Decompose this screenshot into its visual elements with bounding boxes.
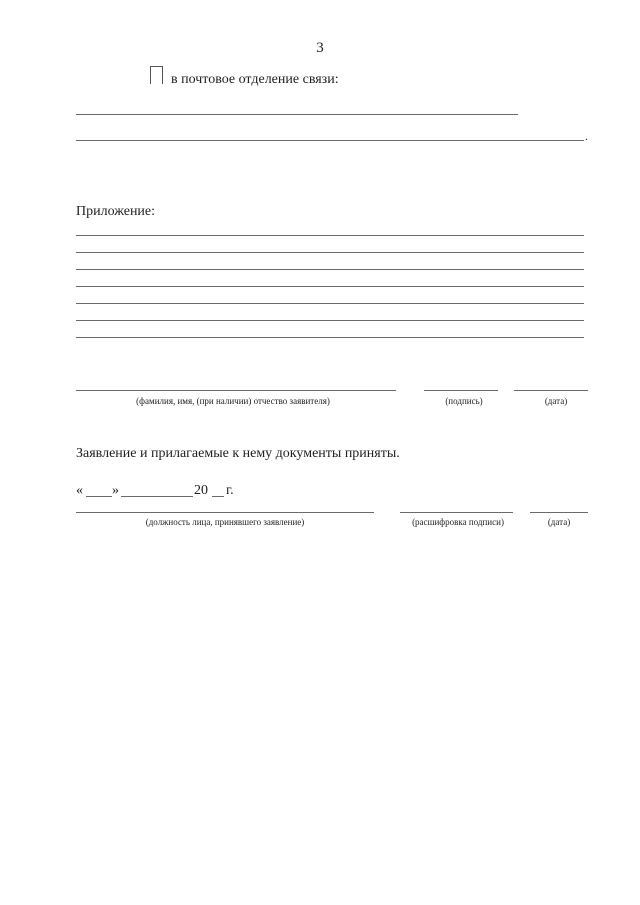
acceptance-open-quote: « (76, 483, 83, 498)
acceptance-year-prefix: 20 (194, 483, 208, 498)
postal-office-checkbox[interactable] (150, 66, 163, 84)
acceptance-month-line[interactable] (121, 496, 193, 497)
acceptance-year-suffix: г. (226, 483, 234, 498)
line-end-period: . (585, 129, 588, 143)
postal-address-line-2[interactable] (76, 140, 584, 141)
page-number: 3 (316, 40, 324, 56)
applicant-signature-line[interactable] (424, 390, 498, 391)
appendix-line[interactable] (76, 320, 584, 321)
appendix-line[interactable] (76, 286, 584, 287)
acceptance-day-line[interactable] (86, 496, 112, 497)
official-position-line[interactable] (76, 512, 374, 513)
acceptance-statement: Заявление и прилагаемые к нему документы приняты. (76, 446, 400, 461)
appendix-line[interactable] (76, 337, 584, 338)
acceptance-close-quote: » (112, 483, 119, 498)
appendix-label: Приложение: (76, 204, 156, 219)
postal-office-label: в почтовое отделение связи: (171, 72, 339, 87)
acceptance-date-line[interactable] (530, 512, 588, 513)
official-position-caption: (должность лица, принявшего заявление) (145, 517, 305, 527)
acceptance-year-line[interactable] (212, 496, 224, 497)
applicant-name-line[interactable] (76, 390, 396, 391)
appendix-line[interactable] (76, 269, 584, 270)
appendix-line[interactable] (76, 235, 584, 236)
appendix-line[interactable] (76, 252, 584, 253)
applicant-signature-caption: (подпись) (445, 396, 483, 406)
acceptance-date-caption: (дата) (547, 517, 571, 527)
postal-address-line-1[interactable] (76, 114, 518, 115)
applicant-date-line[interactable] (514, 390, 588, 391)
appendix-line[interactable] (76, 303, 584, 304)
applicant-name-caption: (фамилия, имя, (при наличии) отчество заявителя) (136, 396, 330, 406)
signature-decoding-line[interactable] (400, 512, 513, 513)
signature-decoding-caption: (расшифровка подписи) (412, 517, 504, 527)
applicant-date-caption: (дата) (544, 396, 568, 406)
